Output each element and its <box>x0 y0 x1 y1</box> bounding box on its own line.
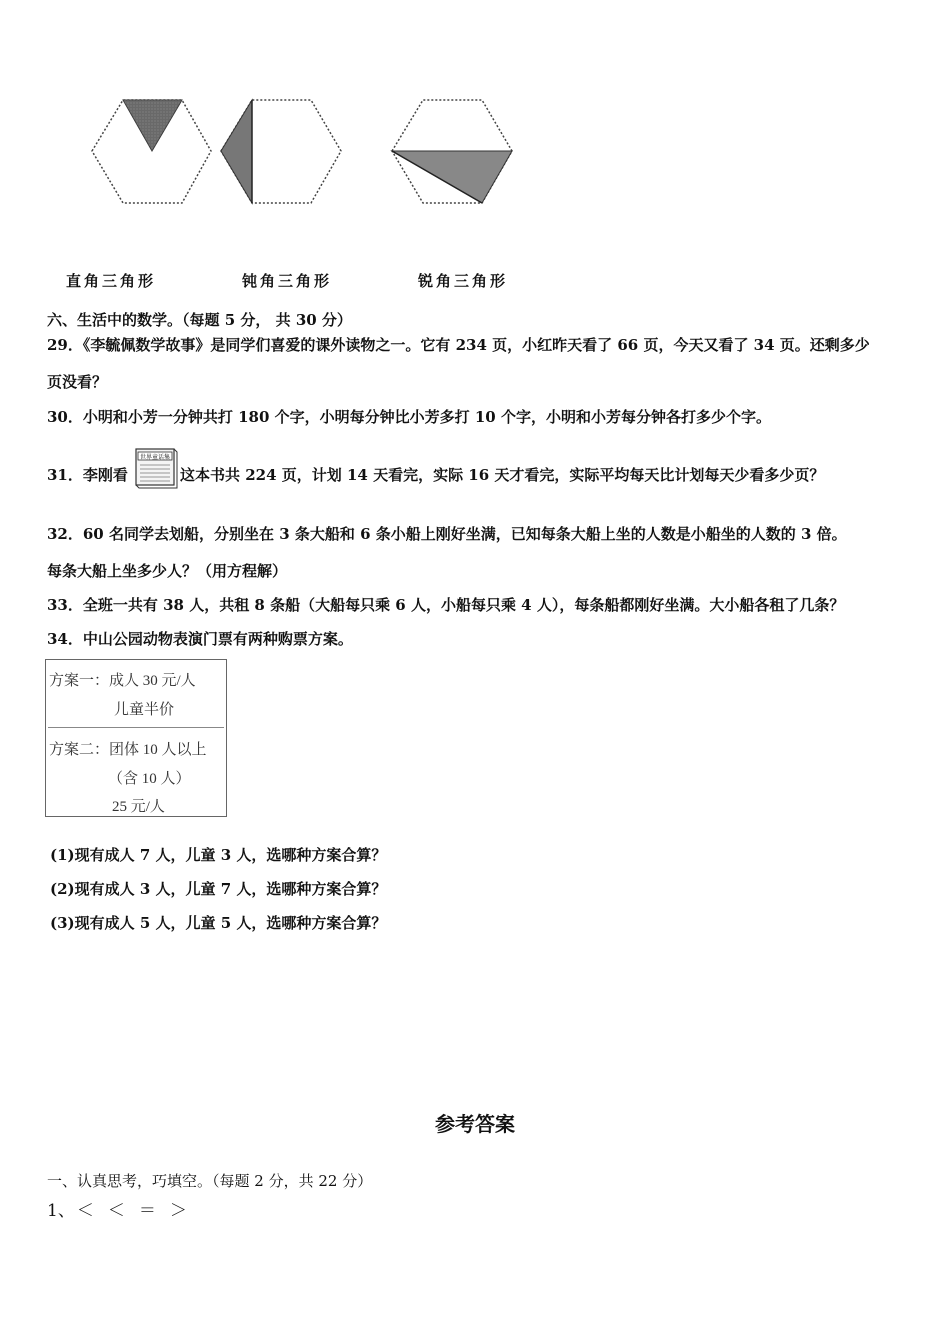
q29-line2: 页没看？ <box>47 373 108 391</box>
q34-sub1: (1)现有成人 7 人，儿童 3 人，选哪种方案合算？ <box>50 846 387 864</box>
q31-prefix: 31．李刚看 <box>47 466 128 484</box>
q32-line2: 每条大船上坐多少人？（用方程解） <box>47 562 288 580</box>
plan2-line2: （含 10 人） <box>108 771 191 787</box>
figure-label-right: 直角三角形 <box>66 272 157 290</box>
q33-text: 33．全班一共有 38 人，共租 8 条船（大船每只乘 6 人，小船每只乘 4 人），每条船都刚好坐满。大小船各租了几条？ <box>47 596 845 614</box>
q34-sub3: (3)现有成人 5 人，儿童 5 人，选哪种方案合算？ <box>50 914 387 932</box>
q32-line1: 32．60 名同学去划船，分别坐在 3 条大船和 6 条小船上刚好坐满，已知每条大船上坐的人数是小船坐的人数的 3 倍。 <box>47 525 847 543</box>
answers-title: 参考答案 <box>435 1112 515 1136</box>
answer-q1 <box>47 1196 201 1221</box>
q31-suffix: 这本书共 224 页，计划 14 天看完，实际 16 天才看完，实际平均每天比计划每天少看多少页？ <box>180 466 825 484</box>
q30-text: 30．小明和小芳一分钟共打 180 个字，小明每分钟比小芳多打 10 个字，小明和小芳每分钟各打多少个字。 <box>47 408 771 426</box>
hexagon-figures <box>40 90 530 215</box>
answer-symbol: ＞ <box>169 1201 187 1221</box>
answer-symbol: ＜ <box>76 1201 94 1221</box>
book-icon <box>134 445 178 489</box>
answers-section1: 一、认真思考，巧填空。（每题 2 分，共 22 分） <box>47 1172 373 1190</box>
q34-sub2: (2)现有成人 3 人，儿童 7 人，选哪种方案合算？ <box>50 880 387 898</box>
answer-symbol: ＜ <box>107 1201 125 1221</box>
book-title: 世界童话集 <box>139 454 171 461</box>
plan2-line3: 25 元/人 <box>112 799 165 815</box>
answer-symbol: ＝ <box>138 1201 156 1221</box>
section6-heading: 六、生活中的数学。（每题 5 分， 共 30 分） <box>47 311 352 329</box>
answer-q1-prefix: 1、 <box>47 1201 75 1221</box>
hexagon-right-triangle <box>92 100 211 203</box>
plan-divider <box>48 727 224 728</box>
plan1-line2: 儿童半价 <box>114 702 175 718</box>
hexagon-obtuse-triangle <box>221 100 341 203</box>
q34-text: 34．中山公园动物表演门票有两种购票方案。 <box>47 630 353 648</box>
figure-label-acute: 锐角三角形 <box>418 272 509 290</box>
hexagon-acute-triangle <box>392 100 512 203</box>
q29-line1: 29．《李毓佩数学故事》是同学们喜爱的课外读物之一。它有 234 页，小红昨天看了 66 页，今天又看了 34 页。还剩多少 <box>47 336 870 354</box>
plan1-line1: 方案一：成人 30 元/人 <box>49 673 196 689</box>
figure-label-obtuse: 钝角三角形 <box>242 272 333 290</box>
plan2-line1: 方案二：团体 10 人以上 <box>49 742 207 758</box>
ticket-plans-box <box>45 659 227 817</box>
